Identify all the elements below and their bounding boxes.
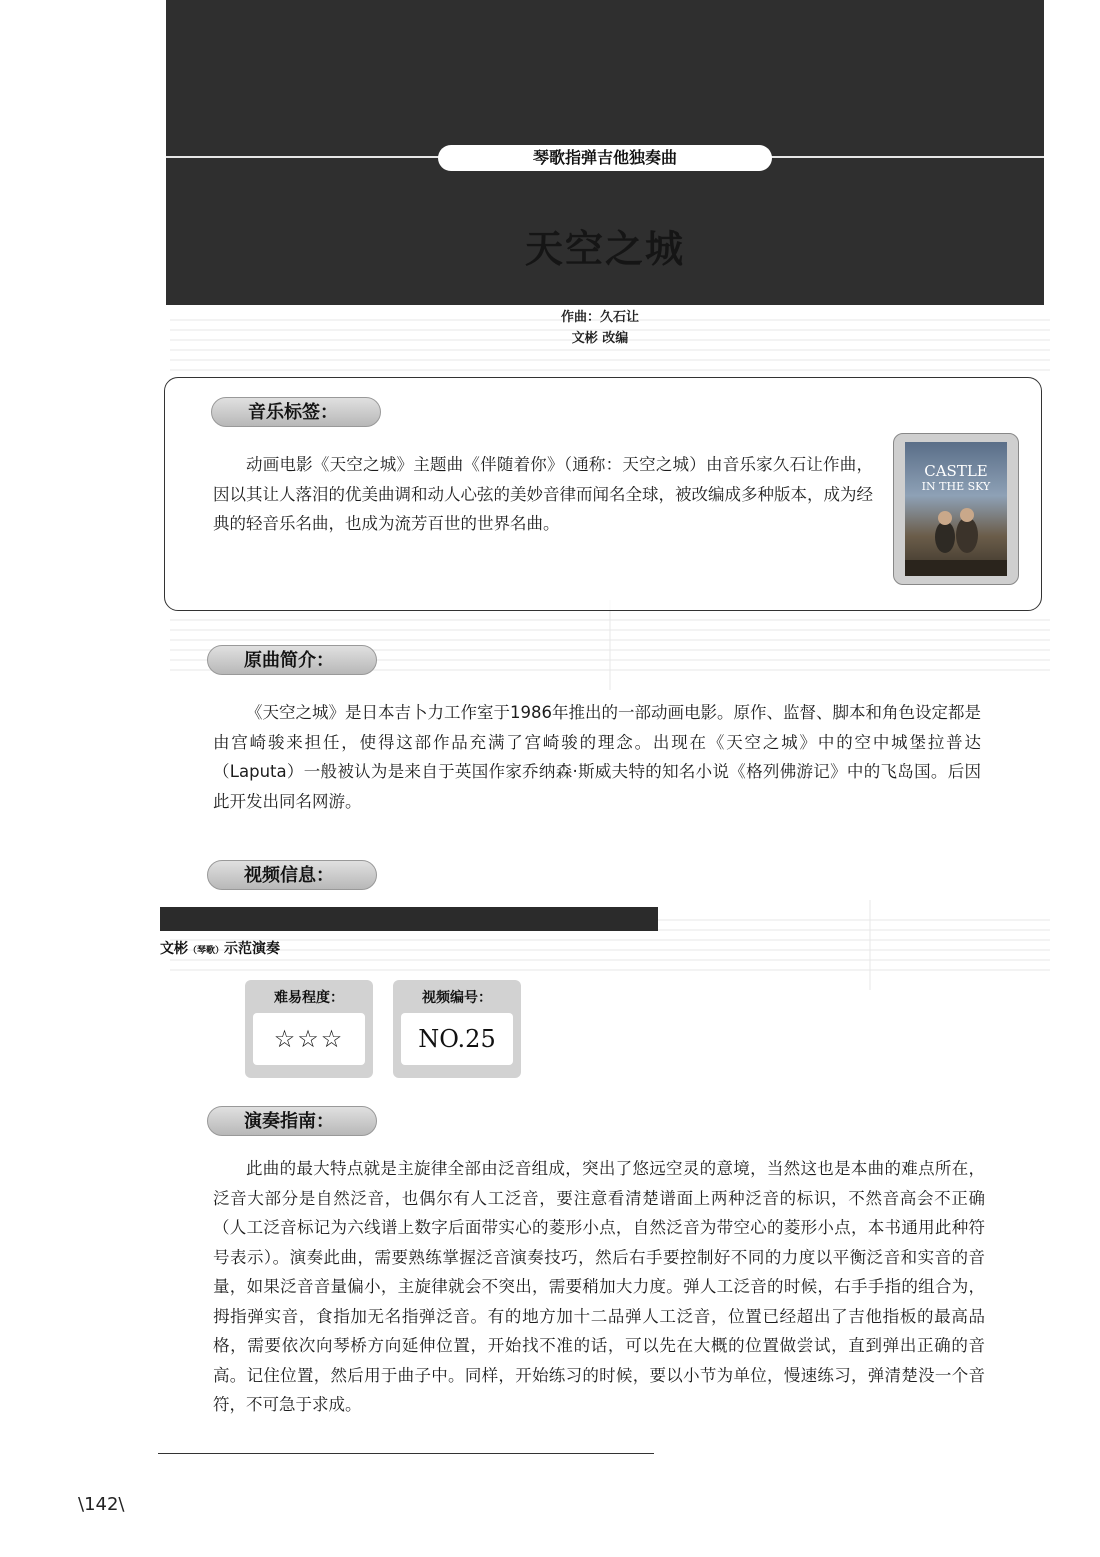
movie-poster bbox=[893, 433, 1019, 585]
video-info-bar bbox=[160, 907, 658, 931]
performer-tag: （琴歌） bbox=[188, 946, 225, 956]
performer-role: 示范演奏 bbox=[224, 941, 281, 957]
video-number-card bbox=[393, 980, 521, 1078]
poster-title: CASTLE bbox=[924, 462, 988, 480]
video-number-value: NO.25 bbox=[401, 1013, 513, 1065]
guide-label: 演奏指南： bbox=[207, 1106, 377, 1136]
difficulty-stars: ☆☆☆ bbox=[253, 1013, 365, 1065]
video-info-label: 视频信息： bbox=[207, 860, 377, 890]
song-title: 天空之城 bbox=[524, 226, 685, 271]
poster-figures-icon bbox=[905, 442, 1007, 576]
music-tags-text: 动画电影《天空之城》主题曲《伴随着你》（通称：天空之城）由音乐家久石让作曲，因以其让人落泪的优美曲调和动人心弦的美妙音律而闻名全球，被改编成多种版本，成为经典的轻音乐名曲，也成为流芳百世的世界名曲。 bbox=[213, 455, 873, 533]
guide-text: 此曲的最大特点就是主旋律全部由泛音组成，突出了悠远空灵的意境，当然这也是本曲的难点所在，泛音大部分是自然泛音，也偶尔有人工泛音，要注意看清楚谱面上两种泛音的标识，不然音高会不正确（人工泛音标记为六线谱上数字后面带实心的菱形小点，自然泛音为带空心的菱形小点，本书通用此种符号表示）。演奏此曲，需要熟练掌握泛音演奏技巧，然后右手要控制好不同的力度以平衡泛音和实音的音量，如果泛音音量偏小，主旋律就会不突出，需要稍加大力度。弹人工泛音的时候，右手手指的组合为，拇指弹实音，食指加无名指弹泛音。有的地方加十二品弹人工泛音，位置已经超出了吉他指板的最高品格，需要依次向琴桥方向延伸位置，开始找不准的话，可以先在大概的位置做尝试，直到弹出正确的音高。记住位置，然后用于曲子中。同样，开始练习的时候，要以小节为单位，慢速练习，弹清楚没一个音符，不可急于求成。 bbox=[213, 1159, 985, 1414]
difficulty-label: 难易程度： bbox=[274, 990, 344, 1006]
original-intro-text: 《天空之城》是日本吉卜力工作室于1986年推出的一部动画电影。原作、监督、脚本和角色设定都是由宫崎骏来担任，使得这部作品充满了宫崎骏的理念。出现在《天空之城》中的空中城堡拉普达（Laputa）一般被认为是来自于英国作家乔纳森·斯威夫特的知名小说《格列佛游记》中的飞岛国。后因此开发出同名网游。 bbox=[213, 703, 981, 811]
performer-credit bbox=[160, 938, 280, 958]
difficulty-card bbox=[245, 980, 373, 1078]
performer-name: 文彬 bbox=[160, 941, 188, 957]
music-tags-label: 音乐标签： bbox=[211, 397, 381, 427]
video-number-label: 视频编号： bbox=[422, 990, 492, 1006]
series-label: 琴歌指弹吉他独奏曲 bbox=[438, 145, 772, 171]
poster-subtitle: IN THE SKY bbox=[921, 480, 991, 493]
composer-credit: 作曲：久石让 bbox=[560, 310, 639, 325]
poster-image bbox=[905, 442, 1007, 576]
arranger-credit: 文彬 改编 bbox=[571, 331, 629, 346]
page-number: \142\ bbox=[78, 1494, 125, 1515]
original-intro-label: 原曲简介： bbox=[207, 645, 377, 675]
footer-rule bbox=[158, 1453, 654, 1454]
